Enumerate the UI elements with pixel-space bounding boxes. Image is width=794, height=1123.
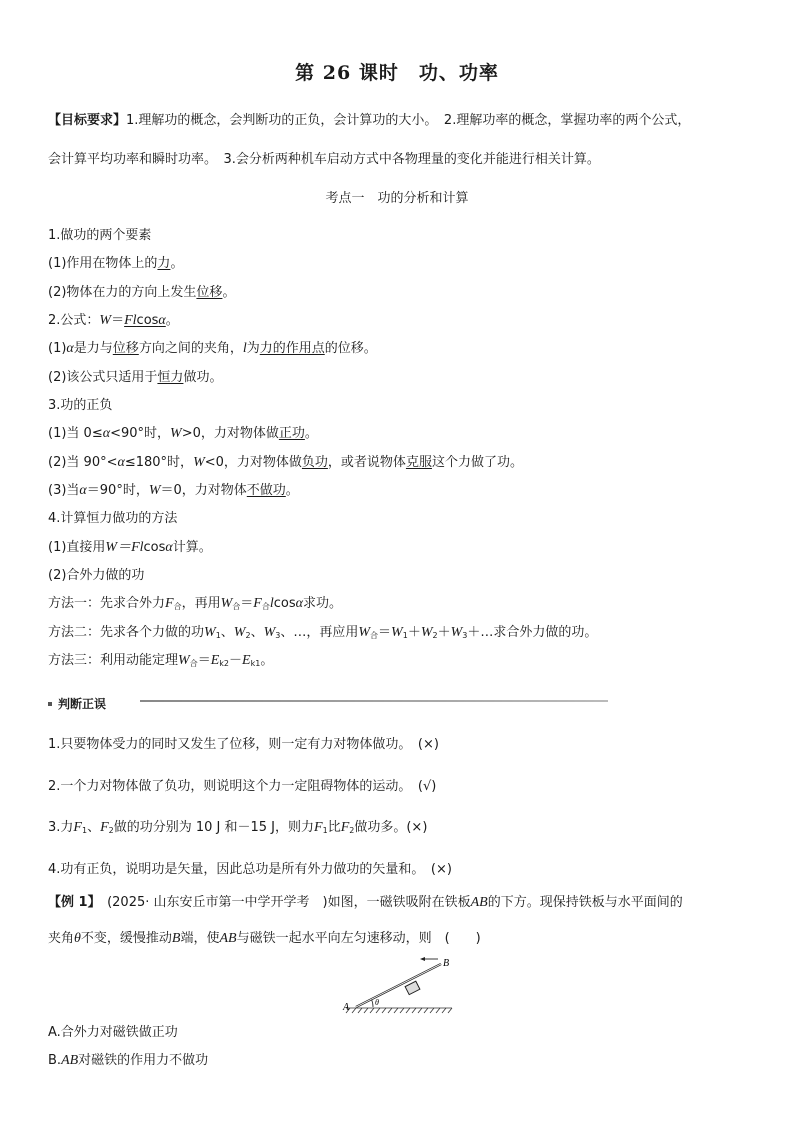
text-line: (3)当α＝90°时，W＝0，力对物体不做功。 bbox=[48, 483, 299, 498]
formula-line: 2.公式：W＝Flcosα。 bbox=[48, 313, 179, 328]
goals-line-1: 【目标要求】1.理解功的概念，会判断功的正负，会计算功的大小。 2.理解功率的概念，掌握功率的两个公式， bbox=[48, 113, 691, 128]
judge-label: 判断正误 bbox=[58, 697, 107, 711]
example-line-1: 【例 1】 (2025· 山东安丘市第一中学开学考 )如图，一磁铁吸附在铁板AB的下方。现保持铁板与水平面间的 bbox=[48, 895, 683, 910]
arrow-head-icon bbox=[420, 957, 425, 961]
text-line: 3.功的正负 bbox=[48, 398, 113, 413]
divider-line bbox=[140, 700, 608, 702]
text-line: (2)当 90°<α≤180°时，W<0，力对物体做负功，或者说物体克服这个力做了功。 bbox=[48, 455, 523, 470]
judge-item: 4.功有正负，说明功是矢量，因此总功是所有外力做功的矢量和。 (×) bbox=[48, 862, 452, 877]
text-line: (2)该公式只适用于恒力做功。 bbox=[48, 370, 223, 385]
section-heading: 考点一 功的分析和计算 bbox=[325, 191, 469, 206]
judge-item: 3.力$F_1$、$F_2$做的功分别为 10 J 和－15 J，则力$F_1$比$F_2$做功多。(×) bbox=[48, 820, 428, 835]
label-a: A bbox=[343, 1002, 350, 1013]
text-line: 1.做功的两个要素 bbox=[48, 228, 152, 243]
text-line: (1)α是力与位移方向之间的夹角，l为力的作用点的位移。 bbox=[48, 341, 377, 356]
magnet-block bbox=[405, 981, 420, 994]
judge-section-header bbox=[48, 693, 608, 709]
incline-figure bbox=[340, 955, 460, 1017]
goals-line-2: 会计算平均功率和瞬时功率。 3.会分析两种机车启动方式中各物理量的变化并能进行相关计算。 bbox=[48, 152, 600, 167]
bullet-mark bbox=[48, 702, 52, 706]
example-label: 【例 1】 bbox=[48, 895, 95, 910]
text-line: (2)物体在力的方向上发生位移。 bbox=[48, 285, 236, 300]
ground-hatching bbox=[346, 1008, 452, 1013]
page-title: 第 26 课时 功、功率 bbox=[295, 62, 499, 84]
text-line: 方法二：先求各个力做的功$W_1$、$W_2$、$W_3$、…，再应用$W_合=W_1+W_2+W_3+\dots$求合外力做的功。 bbox=[48, 625, 598, 640]
text-line: (1)作用在物体上的力。 bbox=[48, 256, 184, 271]
label-theta: θ bbox=[375, 998, 379, 1007]
text-line: 4.计算恒力做功的方法 bbox=[48, 511, 178, 526]
angle-arc bbox=[372, 1000, 374, 1008]
option-a[interactable]: A.合外力对磁铁做正功 bbox=[48, 1025, 178, 1040]
text-line: (1)直接用W＝Flcosα计算。 bbox=[48, 540, 212, 555]
goals-label: 【目标要求】 bbox=[48, 113, 127, 128]
example-line-2: 夹角θ不变，缓慢推动B端，使AB与磁铁一起水平向左匀速移动，则 ( ) bbox=[48, 931, 481, 946]
text-line: (2)合外力做的功 bbox=[48, 568, 145, 583]
text-line: 方法一：先求合外力$F_合$，再用$W_合=F_合lcos\alpha$求功。 bbox=[48, 596, 342, 611]
option-b[interactable]: B.AB对磁铁的作用力不做功 bbox=[48, 1053, 209, 1068]
text-line: 方法三：利用动能定理$W_合=E_{k2}-E_{k1}$。 bbox=[48, 653, 274, 668]
text-line: (1)当 0≤α<90°时，W>0，力对物体做正功。 bbox=[48, 426, 318, 441]
judge-item: 2.一个力对物体做了负功，则说明这个力一定阻碍物体的运动。 (√) bbox=[48, 779, 437, 794]
judge-item: 1.只要物体受力的同时又发生了位移，则一定有力对物体做功。 (×) bbox=[48, 737, 439, 752]
label-b: B bbox=[443, 958, 450, 969]
